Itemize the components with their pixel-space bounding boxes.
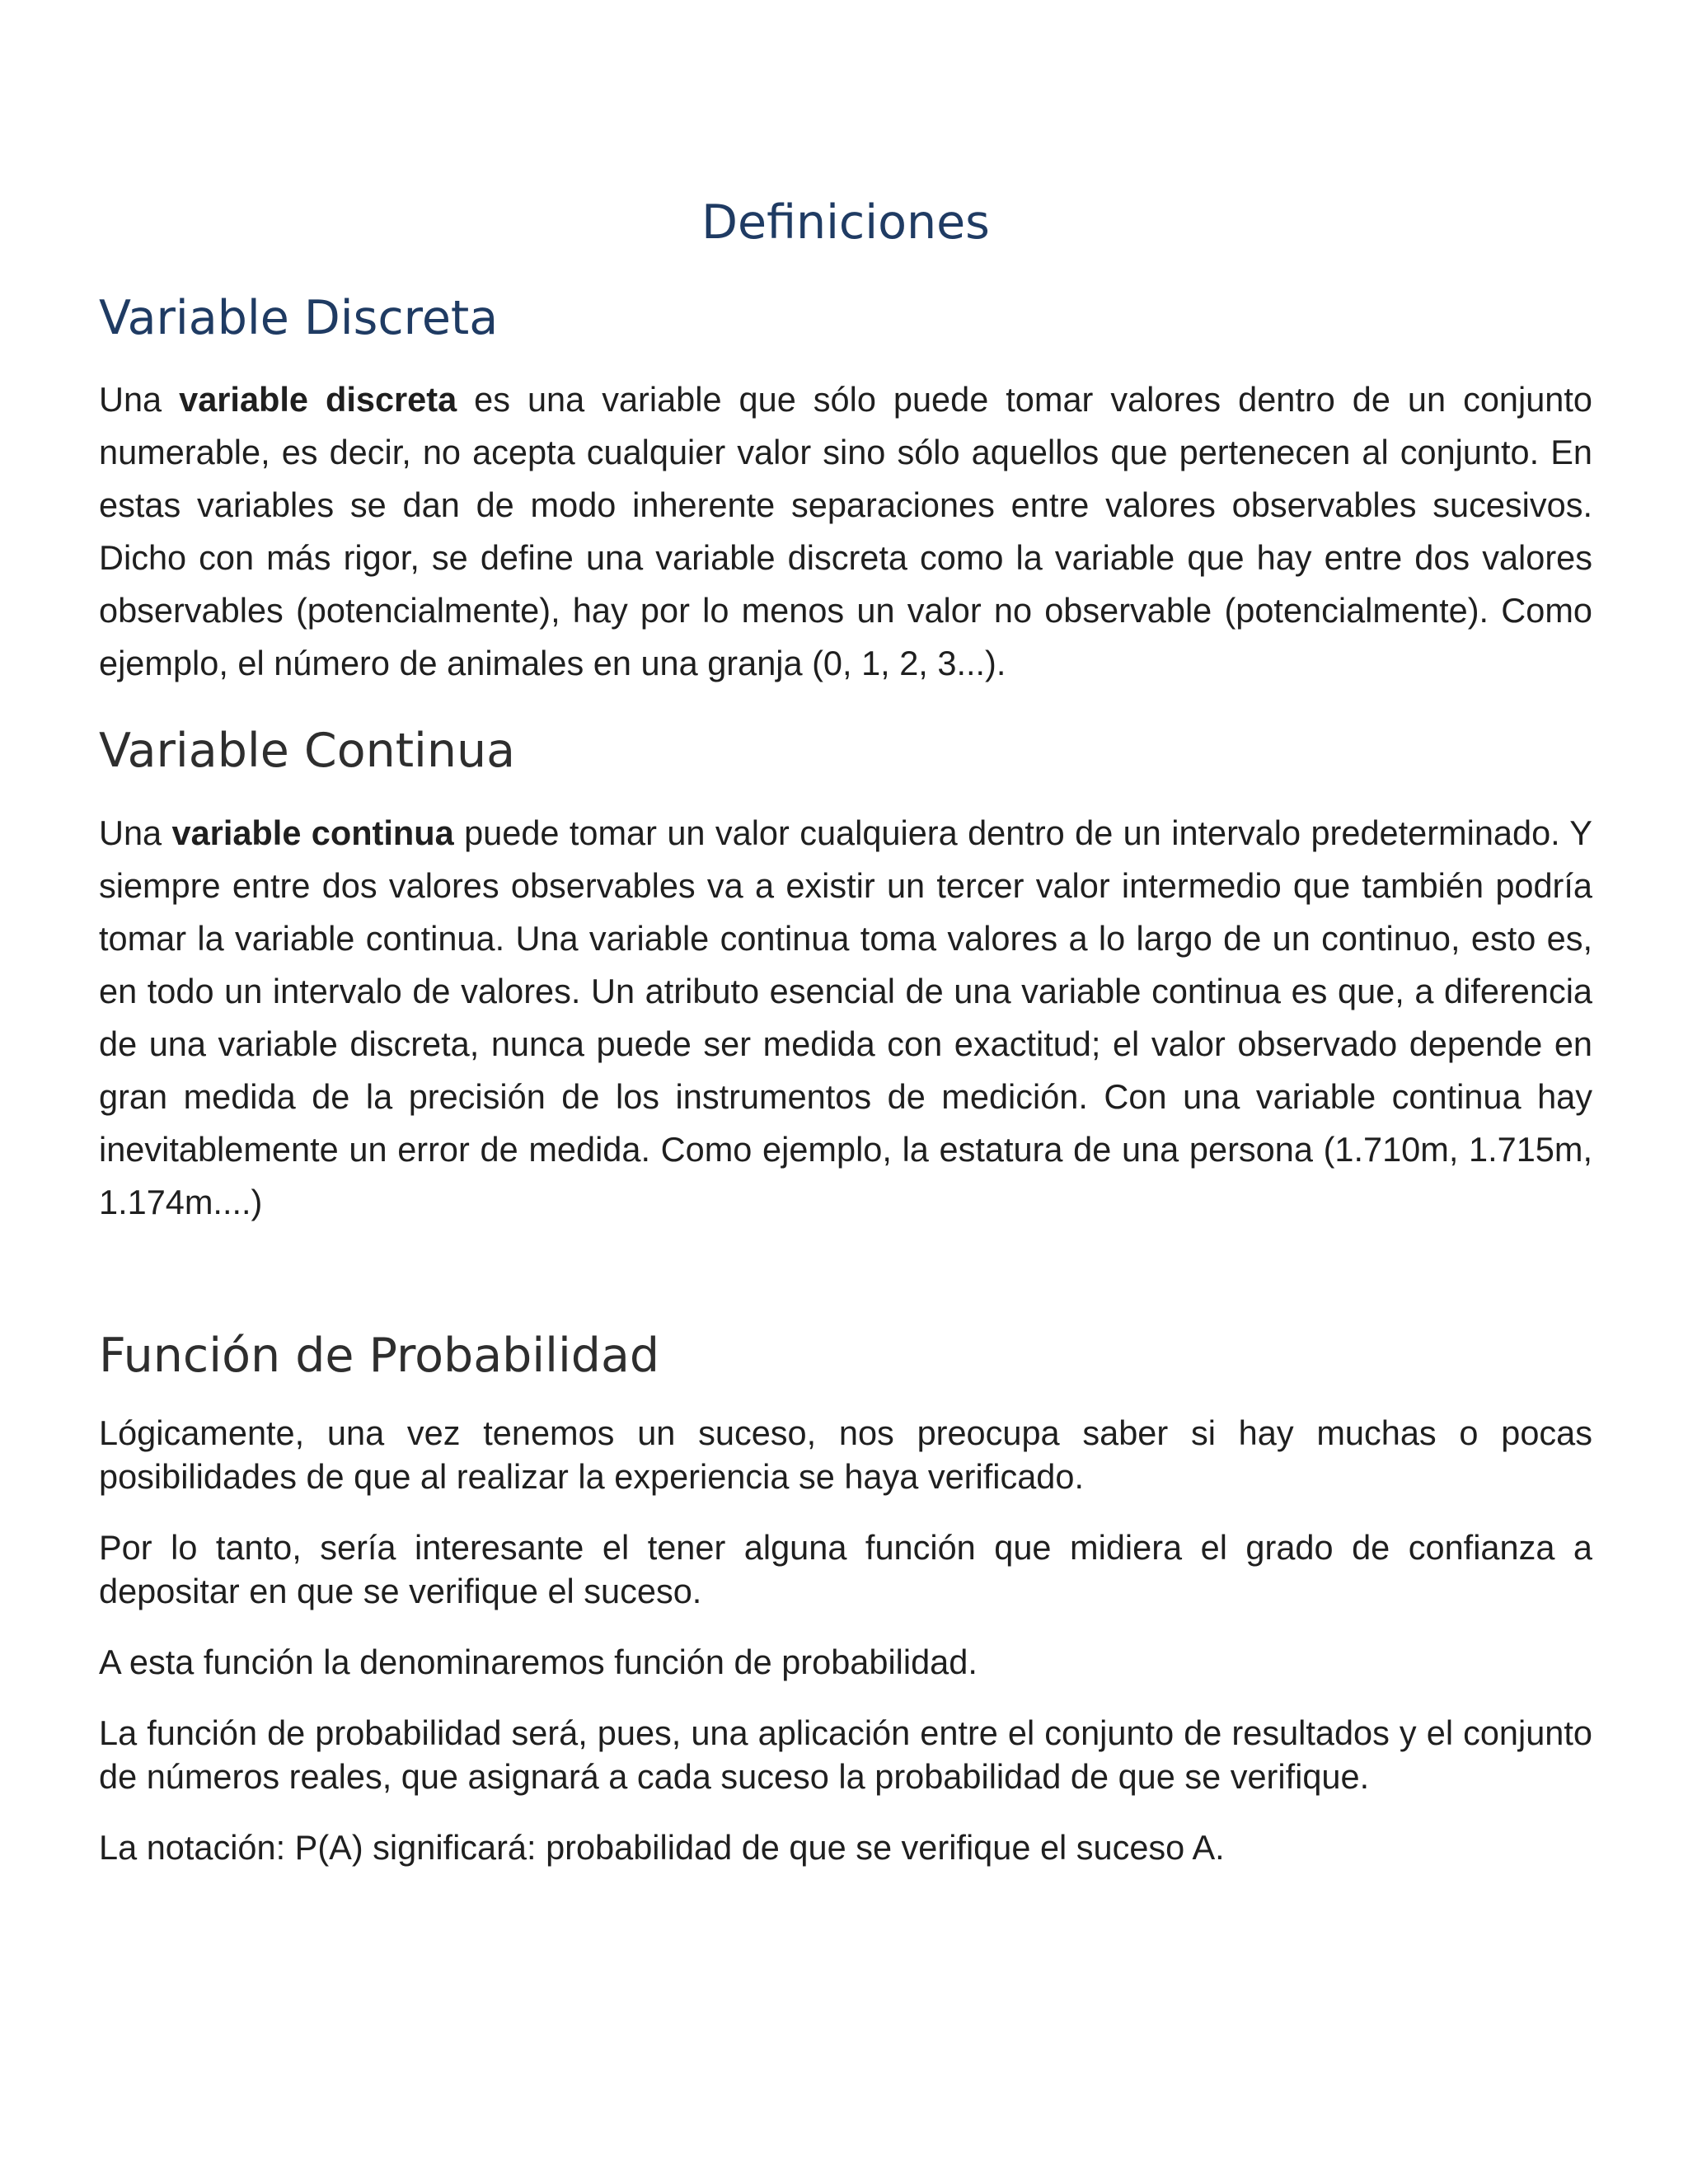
term-variable-discreta: variable discreta [179,380,457,419]
document-title: Definiciones [701,195,990,250]
term-variable-continua: variable continua [171,813,454,852]
paragraph-probabilidad-1: Lógicamente, una vez tenemos un suceso, nos preocupa saber si hay muchas o pocas posibilidades de que al realizar la experiencia se haya verificado. [99,1413,1592,1497]
paragraph-variable-continua [99,807,1592,1229]
paragraph-lead: Una [99,380,180,419]
paragraph-body: puede tomar un valor cualquiera dentro de un intervalo predeterminado. Y siempre entre dos valores observables va a existir un tercer valor intermedio que también podría tomar la variable continua. Una variable continua toma valores a lo largo de un continuo, esto es, en todo un intervalo de valores. Un atributo esencial de una variable continua es que, a diferencia de una variable discreta, nunca puede ser medida con exactitud; el valor observado depende en gran medida de la precisión de los instrumentos de medición. Con una variable continua hay inevitablemente un error de medida. Como ejemplo, la estatura de una persona (1.710m, 1.715m, 1.174m....) [99,813,1592,1221]
paragraph-probabilidad-4: La función de probabilidad será, pues, una aplicación entre el conjunto de resultados y el conjunto de números reales, que asignará a cada suceso la probabilidad de que se verifique. [99,1713,1592,1797]
section-heading-funcion-probabilidad: Función de Probabilidad [99,1328,660,1383]
paragraph-probabilidad-3: A esta función la denominaremos función de probabilidad. [99,1643,978,1682]
paragraph-lead: Una [99,813,172,852]
paragraph-body: es una variable que sólo puede tomar valores dentro de un conjunto numerable, es decir, no acepta cualquier valor sino sólo aquellos que pertenecen al conjunto. En estas variables se dan de modo inherente separaciones entre valores observables sucesivos. Dicho con más rigor, se define una variable discreta como la variable que hay entre dos valores observables (potencialmente), hay por lo menos un valor no observable (potencialmente). Como ejemplo, el número de animales en una granja (0, 1, 2, 3...). [99,380,1592,683]
paragraph-probabilidad-5: La notación: P(A) significará: probabilidad de que se verifique el suceso A. [99,1828,1225,1868]
section-heading-variable-continua: Variable Continua [99,724,516,779]
paragraph-probabilidad-2: Por lo tanto, sería interesante el tener alguna función que midiera el grado de confianza a depositar en que se verifique el suceso. [99,1528,1592,1611]
paragraph-variable-discreta [99,373,1592,690]
section-heading-variable-discreta: Variable Discreta [99,290,499,345]
